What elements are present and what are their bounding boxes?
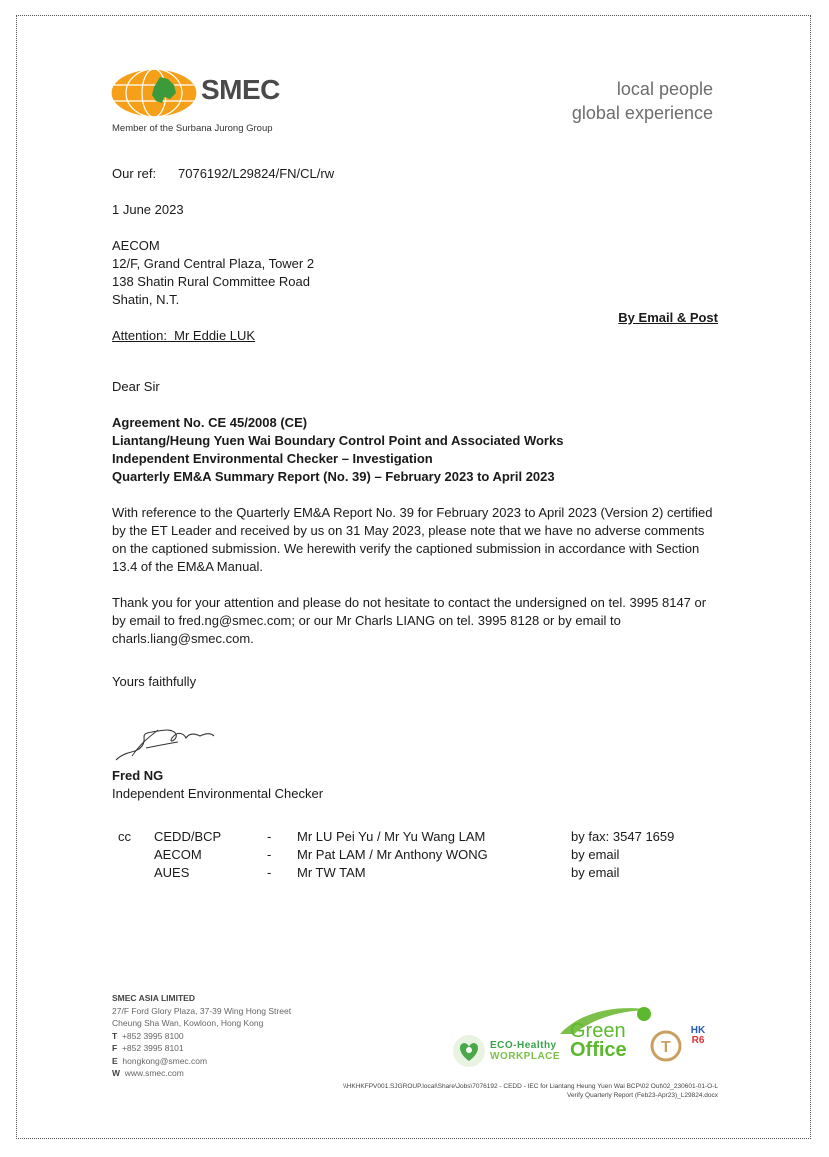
subject-line-3: Independent Environmental Checker – Investigation bbox=[112, 451, 433, 466]
tagline bbox=[572, 77, 713, 125]
page-border bbox=[16, 15, 811, 1139]
ref-value: 7076192/L29824/FN/CL/rw bbox=[178, 166, 335, 181]
cc-org: CEDD/BCP bbox=[154, 829, 222, 844]
green-office-line-2: Office bbox=[570, 1039, 627, 1061]
file-path-line-1: \\HKHKFPV001.SJGROUP.local\Share\Jobs\7076192 - CEDD - IEC for Liantang Heung Yuen Wai BCP\02 Out\02_230601-01-O-L bbox=[343, 1083, 718, 1090]
cc-names: Mr LU Pei Yu / Mr Yu Wang LAM bbox=[297, 829, 486, 844]
recipient-line-2: 12/F, Grand Central Plaza, Tower 2 bbox=[112, 256, 315, 271]
eco-heart-icon bbox=[452, 1034, 486, 1068]
smec-logo bbox=[110, 67, 198, 124]
ref-label: Our ref: bbox=[112, 166, 157, 181]
member-line: Member of the Surbana Jurong Group bbox=[112, 123, 273, 134]
signer-title: Independent Environmental Checker bbox=[112, 786, 324, 801]
cc-names: Mr Pat LAM / Mr Anthony WONG bbox=[297, 847, 488, 862]
body-paragraph-2: Thank you for your attention and please do not hesitate to contact the undersigned on tel. 3995 8147 or by email to fred.ng@smec.com; or our Mr Charls LIANG on tel. 3995 8128 or by email to charls.liang@smec.com. bbox=[112, 595, 707, 646]
hk-r6-logo bbox=[682, 1026, 714, 1046]
letter-date: 1 June 2023 bbox=[112, 202, 184, 217]
green-office-text bbox=[570, 1022, 627, 1060]
cc-dash: - bbox=[267, 865, 272, 880]
cc-method: by email bbox=[571, 847, 620, 862]
eco-line-2: WORKPLACE bbox=[490, 1051, 561, 1062]
cert-c-logo bbox=[650, 1030, 682, 1069]
file-path-line-2: Verify Quarterly Report (Feb23-Apr23)_L29824.docx bbox=[566, 1092, 718, 1099]
footer-fax: +852 3995 8101 bbox=[121, 1043, 184, 1053]
tagline-line-2: global experience bbox=[571, 103, 713, 123]
footer-tel: +852 3995 8100 bbox=[121, 1030, 184, 1041]
eco-healthy-badge bbox=[452, 1034, 486, 1073]
cc-dash: - bbox=[267, 829, 272, 844]
closing: Yours faithfully bbox=[112, 674, 197, 689]
footer-company: SMEC ASIA LIMITED bbox=[112, 993, 195, 1003]
file-path bbox=[343, 1082, 718, 1100]
hk-line-1: HK bbox=[690, 1025, 706, 1036]
svg-text:T: T bbox=[661, 1039, 671, 1056]
recipient-line-1: AECOM bbox=[112, 238, 160, 253]
body-paragraph-1: With reference to the Quarterly EM&A Report No. 39 for February 2023 to April 2023 (Version 2) certified by the ET Leader and received by us on 31 May 2023, please note that we have no adverse comments on the captioned submission. We herewith verify the captioned submission in accordance with Section 13.4 of the EM&A Manual. bbox=[112, 505, 713, 574]
cc-org: AECOM bbox=[154, 847, 202, 862]
subject-line-2: Liantang/Heung Yuen Wai Boundary Control Point and Associated Works bbox=[112, 433, 564, 448]
signer-name: Fred NG bbox=[112, 768, 164, 783]
attention-line: Attention: Mr Eddie LUK bbox=[112, 328, 256, 343]
salutation: Dear Sir bbox=[112, 379, 160, 394]
subject-line-1: Agreement No. CE 45/2008 (CE) bbox=[112, 415, 308, 430]
footer-web-label: W bbox=[112, 1068, 121, 1078]
cc-method: by fax: 3547 1659 bbox=[571, 829, 675, 844]
footer-company-block bbox=[112, 992, 291, 1080]
footer-address-2: Cheung Sha Wan, Kowloon, Hong Kong bbox=[112, 1018, 264, 1028]
smec-wordmark: SMEC bbox=[201, 74, 280, 105]
footer-address-1: 27/F Ford Glory Plaza, 37-39 Wing Hong Street bbox=[112, 1005, 292, 1016]
recipient-line-4: Shatin, N.T. bbox=[112, 292, 180, 307]
cc-label: cc bbox=[118, 829, 131, 844]
delivery-method: By Email & Post bbox=[618, 310, 718, 325]
green-office-line-1: Green bbox=[570, 1020, 626, 1042]
footer-email: hongkong@smec.com bbox=[122, 1055, 208, 1066]
subject-line-4: Quarterly EM&A Summary Report (No. 39) – February 2023 to April 2023 bbox=[112, 469, 555, 484]
footer-email-label: E bbox=[112, 1055, 118, 1066]
cert-c-icon bbox=[650, 1030, 682, 1064]
cc-names: Mr TW TAM bbox=[297, 865, 366, 880]
hk-line-2: R6 bbox=[691, 1035, 705, 1046]
footer-tel-label: T bbox=[112, 1030, 118, 1041]
cc-dash: - bbox=[267, 847, 272, 862]
smec-globe-icon bbox=[110, 67, 198, 119]
eco-line-1: ECO-Healthy bbox=[490, 1040, 557, 1051]
eco-healthy-text bbox=[490, 1040, 560, 1062]
tagline-line-1: local people bbox=[616, 79, 713, 99]
recipient-line-3: 138 Shatin Rural Committee Road bbox=[112, 274, 310, 289]
footer-web: www.smec.com bbox=[124, 1068, 184, 1078]
cc-org: AUES bbox=[154, 865, 190, 880]
handwritten-signature bbox=[112, 720, 222, 773]
footer-fax-label: F bbox=[112, 1043, 118, 1053]
cc-method: by email bbox=[571, 865, 620, 880]
